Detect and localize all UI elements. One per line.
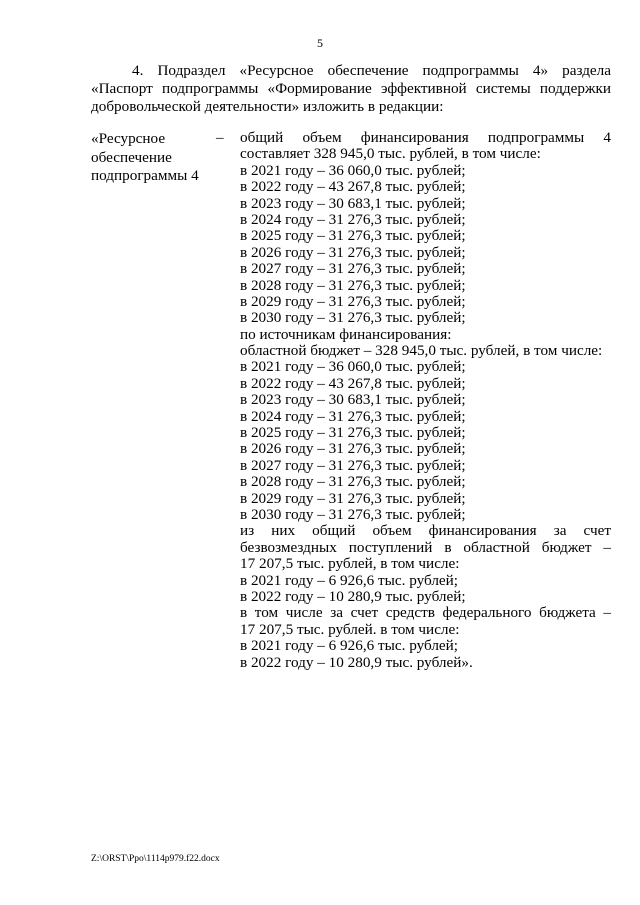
content-line: в 2022 году – 43 267,8 тыс. рублей;	[240, 374, 466, 392]
content-line: в 2022 году – 10 280,9 тыс. рублей;	[240, 587, 466, 605]
content-line: в том числе за счет средств федерального бюджета –	[240, 604, 611, 622]
funding-content	[240, 130, 611, 671]
section-label-line: обеспечение	[91, 148, 172, 166]
content-line: в 2024 году – 31 276,3 тыс. рублей;	[240, 407, 466, 425]
content-line: в 2023 году – 30 683,1 тыс. рублей;	[240, 194, 466, 212]
content-line: в 2021 году – 6 926,6 тыс. рублей;	[240, 637, 458, 655]
content-line: в 2025 году – 31 276,3 тыс. рублей;	[240, 227, 466, 245]
content-line: 17 207,5 тыс. рублей, в том числе:	[240, 555, 460, 573]
content-line: в 2029 году – 31 276,3 тыс. рублей;	[240, 292, 466, 310]
section-label-line: «Ресурсное	[91, 130, 166, 147]
content-line: в 2028 году – 31 276,3 тыс. рублей;	[240, 473, 466, 491]
content-line: из них общий объем финансирования за счет	[240, 522, 611, 540]
label-dash: –	[216, 129, 224, 146]
content-line: в 2021 году – 6 926,6 тыс. рублей;	[240, 571, 458, 589]
content-line: в 2021 году – 36 060,0 тыс. рублей;	[240, 358, 466, 376]
content-line: общий объем финансирования подпрограммы 4	[240, 129, 611, 146]
content-line: в 2030 году – 31 276,3 тыс. рублей;	[240, 505, 466, 523]
page-number: 5	[317, 36, 323, 50]
content-line: в 2028 году – 31 276,3 тыс. рублей;	[240, 276, 466, 294]
content-line: в 2023 году – 30 683,1 тыс. рублей;	[240, 391, 466, 409]
content-line: в 2026 году – 31 276,3 тыс. рублей;	[240, 440, 466, 458]
content-line: по источникам финансирования:	[240, 325, 452, 343]
content-line: в 2022 году – 10 280,9 тыс. рублей».	[240, 653, 473, 671]
content-line: безвозмездных поступлений в областной бюджет –	[240, 538, 611, 556]
intro-paragraph: 4. Подраздел «Ресурсное обеспечение подпрограммы 4» раздела «Паспорт подпрограммы «Формирование эффективной системы поддержки добровольческой деятельности» изложить в редакции:	[91, 62, 611, 116]
content-line: в 2026 году – 31 276,3 тыс. рублей;	[240, 243, 466, 261]
content-line: в 2024 году – 31 276,3 тыс. рублей;	[240, 210, 466, 228]
footer-file-path: Z:\ORST\Ppo\1114p979.f22.docx	[91, 854, 220, 864]
content-line: в 2027 году – 31 276,3 тыс. рублей;	[240, 456, 466, 474]
content-line: в 2025 году – 31 276,3 тыс. рублей;	[240, 424, 466, 442]
content-line: в 2027 году – 31 276,3 тыс. рублей;	[240, 260, 466, 278]
content-line: областной бюджет – 328 945,0 тыс. рублей, в том числе:	[240, 342, 603, 360]
content-line: 17 207,5 тыс. рублей. в том числе:	[240, 620, 460, 638]
content-line: в 2022 году – 43 267,8 тыс. рублей;	[240, 178, 466, 196]
content-line: в 2030 году – 31 276,3 тыс. рублей;	[240, 309, 466, 327]
content-line: в 2029 году – 31 276,3 тыс. рублей;	[240, 489, 466, 507]
content-line: составляет 328 945,0 тыс. рублей, в том числе:	[240, 145, 541, 163]
section-label	[91, 130, 216, 186]
content-line: в 2021 году – 36 060,0 тыс. рублей;	[240, 161, 466, 179]
section-label-line: подпрограммы 4	[91, 167, 199, 185]
